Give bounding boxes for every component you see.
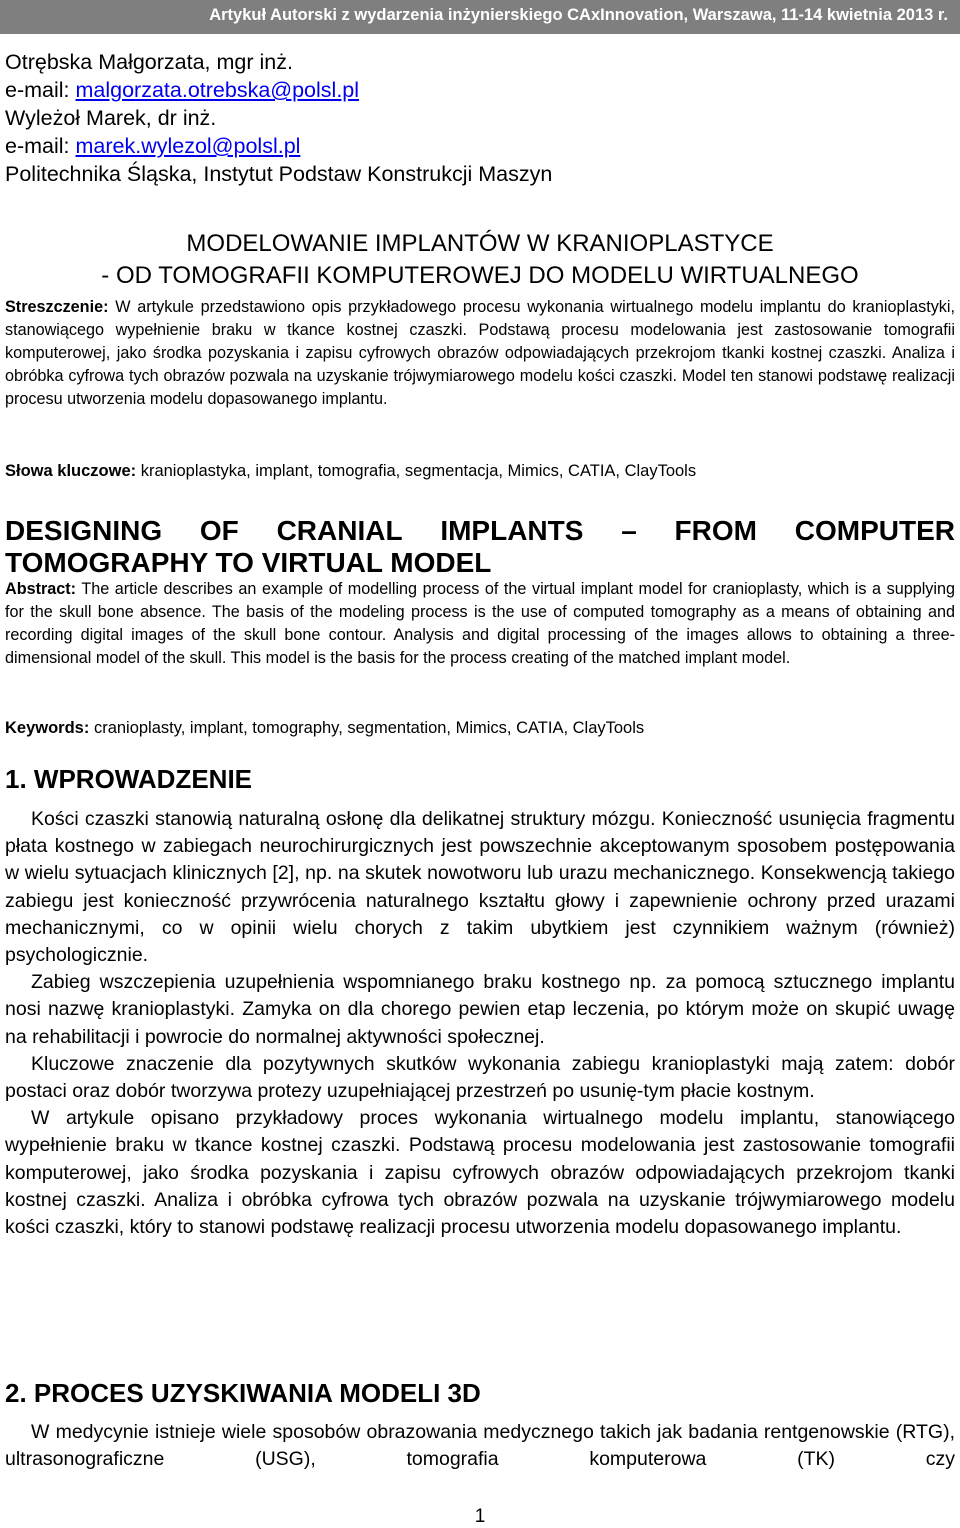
author2-email-label: e-mail:: [5, 134, 76, 158]
section2-body: [5, 1419, 955, 1473]
section1-paragraph: Zabieg wszczepienia uzupełnienia wspomnianego braku kostnego np. za pomocą sztucznego implantu nosi nazwę kranioplastyki. Zamyka on dla chorego pewien etap leczenia, po którym może on skupić uwagę na rehabilitacji i powrocie do normalnej aktywności społecznej.: [5, 971, 955, 1048]
abstract-pl-text: W artykule przedstawiono opis przykładowego procesu wykonania wirtualnego modelu implantu do kranioplastyki, stanowiącego wypełnienie braku w tkance kostnej czaszki. Podstawą procesu modelowania jest zastosowanie tomografii komputerowej, jako środka pozyskania i zapisu cyfrowych obrazów odpowiadających przekrojom tkanki kostnej czaszki. Analiza i obróbka cyfrowa tych obrazów pozwala na uzyskanie trójwymiarowego modelu kości czaszki. Model ten stanowi podstawę realizacji procesu utworzenia modelu dopasowanego implantu.: [5, 298, 955, 408]
header-text: Artykuł Autorski z wydarzenia inżynierskiego CAxInnovation, Warszawa, 11-14 kwietnia 2013 r.: [209, 6, 948, 24]
section1-paragraph: W artykule opisano przykładowy proces wykonania wirtualnego modelu implantu, stanowiącego wypełnienie braku w tkance kostnej czaszki. Podstawą procesu modelowania jest zastosowanie tomografii komputerowej, jako środka pozyskania i zapisu cyfrowych obrazów odpowiadających przekrojom tkanki kostnej czaszki. Analiza i obróbka cyfrowa tych obrazów pozwala na uzyskanie trójwymiarowego modelu kości czaszki, który to stanowi podstawę realizacji procesu utworzenia modelu dopasowanego implantu.: [5, 1107, 955, 1239]
author1-email-link[interactable]: malgorzata.otrebska@polsl.pl: [75, 78, 360, 102]
author2-name: Wyleżoł Marek, dr inż.: [5, 106, 217, 130]
section1-heading: 1. WPROWADZENIE: [5, 764, 253, 794]
section1-paragraph: Kości czaszki stanowią naturalną osłonę dla delikatnej struktury mózgu. Konieczność usunięcia fragmentu płata kostnego w zabiegach neurochirurgicznych jest powszechnie akceptowanym sposobem postępowania w wielu sytuacjach klinicznych [2], np. na skutek nowotworu lub urazu mechanicznego. Konsekwencją takiego zabiegu jest konieczność przywrócenia naturalnego kształtu głowy i zapewnienie ochrony przed urazami mechanicznymi, co w opinii wielu chorych z takim ubytkiem jest czynnikiem ważnym (również) psychologicznie.: [5, 808, 955, 967]
keywords-pl-text: kranioplastyka, implant, tomografia, segmentacja, Mimics, CATIA, ClayTools: [136, 462, 697, 480]
authors-block: [5, 48, 955, 188]
author1-email-label: e-mail:: [5, 78, 76, 102]
section1-paragraph: Kluczowe znaczenie dla pozytywnych skutków wykonania zabiegu kranioplastyki mają zatem: dobór postaci oraz dobór tworzywa protezy uzupełniającej przestrzeń po usunię-tym płacie kostnym.: [5, 1052, 955, 1103]
abstract-en: [5, 578, 955, 670]
title-pl-line2: - OD TOMOGRAFII KOMPUTEROWEJ DO MODELU WIRTUALNEGO: [101, 262, 859, 289]
keywords-en: [5, 716, 955, 740]
title-pl: [0, 228, 960, 292]
section1-body: [5, 806, 955, 1241]
keywords-pl-label: Słowa kluczowe:: [5, 462, 137, 480]
title-en-word: FROM: [674, 515, 757, 546]
affiliation: Politechnika Śląska, Instytut Podstaw Konstrukcji Maszyn: [5, 162, 553, 186]
author2-email-link[interactable]: marek.wylezol@polsl.pl: [75, 134, 301, 158]
title-en-word: COMPUTER: [794, 515, 955, 546]
keywords-pl: [5, 459, 955, 483]
title-en-line2: TOMOGRAPHY TO VIRTUAL MODEL: [5, 547, 492, 578]
keywords-en-text: cranioplasty, implant, tomography, segmentation, Mimics, CATIA, ClayTools: [89, 719, 645, 737]
section2-heading: 2. PROCES UZYSKIWANIA MODELI 3D: [5, 1378, 481, 1408]
title-en-word: DESIGNING: [5, 515, 163, 546]
page-number: 1: [474, 1506, 486, 1527]
title-en-word: OF: [199, 515, 239, 546]
author2-email-line: [5, 132, 955, 160]
abstract-pl-label: Streszczenie:: [5, 298, 109, 316]
keywords-en-label: Keywords:: [5, 719, 90, 737]
title-en: [5, 515, 955, 579]
title-en-word: IMPLANTS: [440, 515, 584, 546]
abstract-en-text: The article describes an example of modelling process of the virtual implant model for cranioplasty, which is a supplying for the skull bone absence. The basis of the modeling process is the use of computed tomography as a means of obtaining and recording digital images of the skull bone contour. Analysis and digital processing of the images allows to obtaining a three-dimensional model of the skull. This model is the basis for the process creating of the matched implant model.: [5, 580, 955, 667]
section2-paragraph: W medycynie istnieje wiele sposobów obrazowania medycznego takich jak badania rentgenowskie (RTG), ultrasonograficzne (USG), tomografia komputerowa (TK) czy: [5, 1421, 955, 1471]
header-bar: [0, 0, 960, 34]
author1-name: Otrębska Małgorzata, mgr inż.: [5, 50, 293, 74]
title-pl-line1: MODELOWANIE IMPLANTÓW W KRANIOPLASTYCE: [186, 230, 774, 257]
abstract-en-label: Abstract:: [5, 580, 77, 598]
abstract-pl: [5, 296, 955, 411]
author1-email-line: [5, 76, 955, 104]
title-en-line1: [5, 515, 955, 547]
title-en-word: CRANIAL: [276, 515, 403, 546]
title-en-dash: –: [621, 515, 637, 546]
